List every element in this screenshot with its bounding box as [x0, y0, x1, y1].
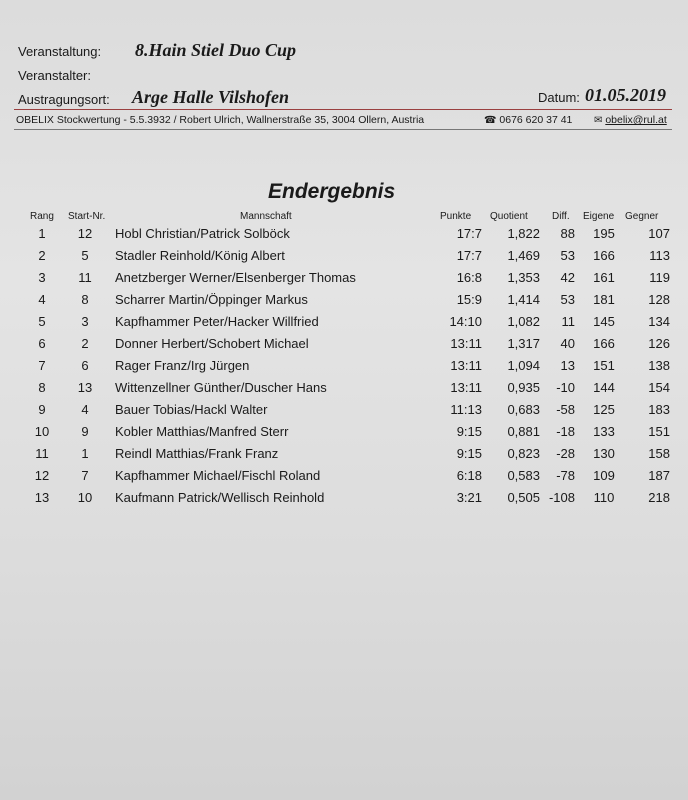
- cell-mannschaft: Kapfhammer Peter/Hacker Willfried: [115, 314, 319, 329]
- cell-rang: 10: [34, 424, 50, 439]
- cell-gegner: 107: [648, 226, 670, 241]
- cell-quotient: 0,823: [507, 446, 540, 461]
- cell-rang: 5: [38, 314, 46, 329]
- cell-gegner: 158: [648, 446, 670, 461]
- cell-gegner: 151: [648, 424, 670, 439]
- cell-rang: 12: [34, 468, 50, 483]
- cell-rang: 11: [35, 446, 49, 461]
- cell-start: 1: [81, 446, 89, 461]
- cell-gegner: 187: [648, 468, 670, 483]
- cell-quotient: 1,822: [507, 226, 540, 241]
- cell-eigene: 125: [593, 402, 615, 417]
- cell-diff: 53: [560, 248, 575, 263]
- cell-gegner: 126: [648, 336, 670, 351]
- email-contact: [594, 114, 667, 126]
- cell-start: 5: [81, 248, 89, 263]
- cell-eigene: 151: [593, 358, 615, 373]
- cell-punkte: 3:21: [456, 490, 482, 505]
- cell-mannschaft: Scharrer Martin/Öppinger Markus: [115, 292, 308, 307]
- cell-punkte: 11:13: [450, 402, 482, 417]
- cell-start: 4: [81, 402, 89, 417]
- cell-start: 3: [81, 314, 89, 329]
- cell-diff: 88: [560, 226, 575, 241]
- table-row: [0, 336, 688, 358]
- page-title: Endergebnis: [268, 180, 396, 203]
- cell-start: 12: [77, 226, 93, 241]
- col-eigene-header: Eigene: [583, 211, 615, 222]
- software-info: OBELIX Stockwertung - 5.5.3932 / Robert Ulrich, Wallnerstraße 35, 3004 Ollern, Austria: [16, 114, 425, 126]
- cell-mannschaft: Rager Franz/Irg Jürgen: [115, 358, 250, 373]
- table-row: [0, 292, 688, 314]
- col-punkte-header: Punkte: [440, 211, 472, 222]
- cell-diff: 53: [560, 292, 575, 307]
- datum-value: 01.05.2019: [585, 85, 666, 105]
- cell-mannschaft: Wittenzellner Günther/Duscher Hans: [115, 380, 327, 395]
- col-gegner-header: Gegner: [625, 211, 659, 222]
- cell-punkte: 13:11: [450, 380, 482, 395]
- cell-eigene: 166: [593, 336, 615, 351]
- cell-mannschaft: Kaufmann Patrick/Wellisch Reinhold: [115, 490, 325, 505]
- table-row: [0, 446, 688, 468]
- table-row: [0, 226, 688, 248]
- cell-punkte: 13:11: [450, 358, 482, 373]
- austragungsort-label: Austragungsort:: [18, 92, 110, 107]
- austragungsort-value: Arge Halle Vilshofen: [132, 87, 290, 107]
- cell-diff: -28: [556, 446, 575, 461]
- cell-gegner: 218: [648, 490, 670, 505]
- table-row: [0, 380, 688, 402]
- cell-punkte: 16:8: [456, 270, 482, 285]
- header-divider: [14, 109, 672, 110]
- cell-start: 10: [77, 490, 93, 505]
- cell-eigene: 181: [593, 292, 615, 307]
- cell-gegner: 119: [649, 270, 670, 285]
- cell-quotient: 1,317: [507, 336, 540, 351]
- col-rang-header: Rang: [30, 211, 54, 222]
- cell-gegner: 154: [648, 380, 670, 395]
- cell-rang: 1: [38, 226, 46, 241]
- cell-punkte: 13:11: [450, 336, 482, 351]
- cell-punkte: 17:7: [456, 226, 482, 241]
- cell-eigene: 144: [593, 380, 615, 395]
- cell-mannschaft: Kapfhammer Michael/Fischl Roland: [115, 468, 321, 483]
- col-quotient-header: Quotient: [490, 211, 528, 222]
- phone-number: 0676 620 37 41: [499, 114, 573, 126]
- col-diff-header: Diff.: [552, 211, 570, 222]
- cell-rang: 8: [38, 380, 46, 395]
- veranstaltung-label: Veranstaltung:: [18, 44, 102, 59]
- cell-eigene: 145: [593, 314, 615, 329]
- cell-quotient: 1,469: [507, 248, 540, 263]
- table-row: [0, 490, 688, 512]
- cell-diff: 40: [560, 336, 575, 351]
- cell-punkte: 9:15: [456, 446, 482, 461]
- cell-quotient: 1,414: [507, 292, 540, 307]
- cell-eigene: 166: [593, 248, 615, 263]
- cell-start: 13: [77, 380, 93, 395]
- cell-rang: 3: [38, 270, 46, 285]
- table-row: [0, 270, 688, 292]
- table-row: [0, 402, 688, 424]
- cell-diff: -58: [556, 402, 575, 417]
- cell-eigene: 195: [593, 226, 615, 241]
- cell-diff: -108: [548, 490, 575, 505]
- cell-rang: 9: [38, 402, 46, 417]
- cell-diff: 13: [560, 358, 575, 373]
- cell-diff: -78: [556, 468, 575, 483]
- cell-quotient: 0,935: [507, 380, 540, 395]
- cell-mannschaft: Hobl Christian/Patrick Solböck: [115, 226, 290, 241]
- cell-gegner: 183: [648, 402, 670, 417]
- cell-quotient: 0,683: [507, 402, 540, 417]
- cell-mannschaft: Anetzberger Werner/Elsenberger Thomas: [115, 270, 356, 285]
- veranstaltung-value: 8.Hain Stiel Duo Cup: [135, 40, 297, 60]
- cell-start: 7: [81, 468, 89, 483]
- cell-diff: 42: [560, 270, 575, 285]
- cell-quotient: 0,881: [507, 424, 540, 439]
- cell-rang: 6: [38, 336, 46, 351]
- table-row: [0, 314, 688, 336]
- cell-quotient: 0,505: [507, 490, 540, 505]
- cell-punkte: 6:18: [456, 468, 482, 483]
- table-row: [0, 248, 688, 270]
- cell-diff: 11: [561, 314, 575, 329]
- cell-quotient: 1,082: [507, 314, 540, 329]
- veranstalter-label: Veranstalter:: [18, 68, 91, 83]
- phone-contact: [484, 114, 572, 126]
- cell-gegner: 138: [648, 358, 670, 373]
- cell-eigene: 130: [593, 446, 615, 461]
- cell-diff: -18: [556, 424, 575, 439]
- cell-gegner: 128: [648, 292, 670, 307]
- cell-quotient: 0,583: [507, 468, 540, 483]
- cell-eigene: 161: [593, 270, 615, 285]
- cell-mannschaft: Bauer Tobias/Hackl Walter: [115, 402, 268, 417]
- cell-punkte: 17:7: [456, 248, 482, 263]
- cell-mannschaft: Stadler Reinhold/König Albert: [115, 248, 285, 263]
- datum-label: Datum:: [538, 90, 580, 105]
- phone-icon: ☎: [484, 115, 497, 126]
- cell-quotient: 1,353: [507, 270, 540, 285]
- cell-rang: 4: [38, 292, 46, 307]
- table-row: [0, 424, 688, 446]
- email-address[interactable]: obelix@rul.at: [605, 114, 667, 126]
- cell-eigene: 133: [593, 424, 615, 439]
- cell-eigene: 110: [593, 490, 615, 505]
- cell-start: 9: [81, 424, 89, 439]
- cell-gegner: 134: [648, 314, 670, 329]
- cell-start: 6: [81, 358, 89, 373]
- cell-mannschaft: Donner Herbert/Schobert Michael: [115, 336, 309, 351]
- cell-start: 11: [78, 270, 92, 285]
- col-mannschaft-header: Mannschaft: [240, 211, 292, 222]
- cell-start: 2: [81, 336, 89, 351]
- cell-mannschaft: Reindl Matthias/Frank Franz: [115, 446, 279, 461]
- info-divider: [14, 129, 672, 130]
- cell-gegner: 113: [649, 248, 670, 263]
- cell-punkte: 15:9: [456, 292, 482, 307]
- table-row: [0, 358, 688, 380]
- col-start-header: Start-Nr.: [68, 211, 106, 222]
- cell-start: 8: [81, 292, 89, 307]
- cell-punkte: 9:15: [456, 424, 482, 439]
- cell-diff: -10: [556, 380, 575, 395]
- cell-rang: 2: [38, 248, 46, 263]
- table-row: [0, 468, 688, 490]
- cell-rang: 13: [34, 490, 50, 505]
- cell-quotient: 1,094: [507, 358, 540, 373]
- cell-mannschaft: Kobler Matthias/Manfred Sterr: [115, 424, 289, 439]
- cell-punkte: 14:10: [449, 314, 482, 329]
- cell-eigene: 109: [593, 468, 615, 483]
- envelope-icon: ✉: [594, 115, 603, 126]
- cell-rang: 7: [38, 358, 46, 373]
